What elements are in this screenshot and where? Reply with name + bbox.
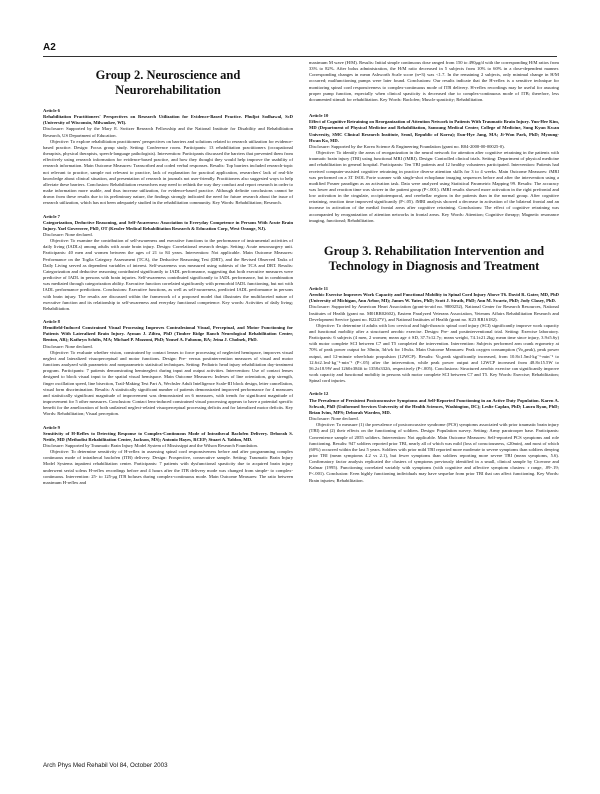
article-number: Article 7 bbox=[43, 213, 60, 219]
abstract-article-8 bbox=[43, 319, 293, 418]
article-number: Article 6 bbox=[43, 108, 60, 113]
article-title: Categorization, Deductive Reasoning, and Self-Awareness: Association to Everyday Competence in Persons With Acute Brain Injury. Yael Goverover, PhD, OT (Kessler Medical Rehabilitation Research & Education Corp, West Orange, NJ). bbox=[43, 219, 293, 231]
article-title: Aerobic Exercise Improves Work Capacity and Functional Mobility in Spinal Cord Injury Above T6. David R. Gater, MD, PhD (University of Michigan, Ann Arbor, MI); James W. Yates, PhD; Scott J. Strath, PhD; Ann M. Swartz, PhD; Jody Clasey, PhD. bbox=[309, 292, 559, 304]
article-title: The Prevalence of Persistent Postconcussive Symptoms and Self-Reported Functioning in an Active Duty Population. Karen A. Schwab, PhD (Uniformed Services University of the Health Sciences, Washington, DC); Leslie Caplan, PhD; Laura Ryan, PhD; Brian Ivins, MPS; Deborah Warden, MD. bbox=[309, 397, 559, 415]
article-disclosure: Disclosure: Supported by the Mary E. Switzer Research Fellowship and the National Institute for Disability and Rehabilitation Research, US Department of Education. bbox=[43, 126, 293, 138]
article-disclosure: Disclosure: None declared. bbox=[309, 416, 359, 422]
right-column bbox=[309, 60, 559, 484]
article-body-continued: maximum M wave (H/M). Results: Initial simple continuous dose ranged from 150 to 490μg/d with the corresponding H/M ratios from 33% to 82%. After bolus administration, the H/M ratio decreased in 5 subjects from 10% to 60% in a dose-dependent manner. Corresponding changes in mean Ashworth Scale score (n=3) was <1.7. In the remaining 2 subjects, only minimal change in H/M occurred; malfunctioning pumps were later found. Conclusions: Our results indicate that the H-reflex is a sensitive technique for monitoring spinal cord responsiveness to complex-continuous mode of ITB delivery. H-reflex recordings may be useful for assuring proper pump function, especially when clinical spasticity is decreased due to complex-continuous mode of ITB; therefore, less documented stimuli for rehabilitation. Key Words: Baclofen; Muscle spasticity; Rehabilitation. bbox=[309, 60, 559, 102]
group-3-heading-line-2: Technology in Diagnosis and Treatment bbox=[328, 258, 540, 273]
abstract-article-9-continued bbox=[309, 60, 559, 103]
article-disclosure: Disclosure: None declared. bbox=[43, 231, 93, 237]
article-number: Article 9 bbox=[43, 424, 60, 430]
header-rule bbox=[43, 56, 557, 57]
abstract-article-9 bbox=[43, 425, 293, 487]
abstract-article-7 bbox=[43, 214, 293, 313]
article-title: Rehabilitation Practitioners' Perspectives on Research Utilization for Evidence-Based Practice. Phuljot Sodhawal, ScD (University of Wisconsin, Milwaukee, WI). bbox=[43, 114, 293, 126]
group-3-heading-line-1: Group 3. Rehabilitation Intervention and bbox=[323, 243, 545, 258]
journal-footer: Arch Phys Med Rehabil Vol 84, October 2003 bbox=[43, 762, 168, 769]
article-number: Article 8 bbox=[43, 319, 60, 324]
article-disclosure: Disclosure: Supported by Traumatic Brain Injury Model System of Mississippi and the Wilson Research Foundation. bbox=[43, 442, 258, 448]
article-disclosure: Disclosure: Supported by American Heart Association (grant-in-aid no. 9800252), National Center for Research Resources, National Institutes of Health (grant no. M01RR02602), Eastern Paralyzed Veterans Association, Veterans Affairs Rehabilitation Research and Development Service (grant no. B2247V), and National Institutes of Health (grant no. K23 RR16182). bbox=[309, 304, 559, 322]
abstract-article-11 bbox=[309, 286, 559, 385]
article-number: Article 12 bbox=[309, 391, 329, 397]
article-body: Objective: To explore rehabilitation practitioners' perspectives on barriers and solutions related to research utilization for evidence-based practice. Design: Focus group study. Setting: Conference room. Participants: 13 rehabilitation practitioners (occupational therapists, physical therapists, speech-language pathologists). Intervention: Participants discussed the barriers that prevented them from effectively using research information for evidence-based practice, and how they thought they would help improve the usability of research information. Main Outcome Measures: Transcribed and coded verbal responses. Results: Top barriers included research-topic not relevant to practice, sample not relevant to practice, lack of explanation for practical application, researchers' lack of real-life knowledge about clinical situation, and presentation of research in journals not user-friendly. Practitioners also suggested ways to help alleviate these barriers. Conclusion: Rehabilitation researchers may need to rethink the way they conduct and report research in order to make information more usable, and thus increase utilization, for evidence-based practice. Although definite conclusions cannot be drawn from these results due to its preliminary nature, the findings strongly indicated the need for future research about the issue of research utilization, which has not been adequately studied in the rehabilitation community. Key Words: Rehabilitation; Research. bbox=[43, 138, 293, 206]
abstract-article-10 bbox=[309, 113, 559, 224]
article-body: Objective: To evaluate whether vision, constrained by contact lenses to force processing of neglected hemispace, improves visual neglect and lateralized visuoperceptual and motor functions. Design: Pre- versus postintervention measures of visual and motor functions analyzed with parametric and nonparametric statistical techniques. Setting: Pediatric head injury rehabilitation day-treatment program. Participants: 7 patients demonstrating hemineglect during input and output activities. Intervention: Use of contact lenses designed to block visual input to the spatial visual hemispace. Main Outcome Measures: Indexes of line orientation, grip strength, finger oscillation speed, line bisection, Trail-Making Test Part A, Wechsler Adult Intelligence Scale-III block design, letter cancellation, visual form discrimination. Results: A statistically significant number of patients demonstrated improved performance for 4 measures and statistically significant magnitude of improvement was demonstrated on 6 measures, with trends for significant magnitude of improvement for 5 other measures. Conclusion: Contact lens-induced constrained visual processing appears to have a potential specific benefit for the amelioration of both unilateral neglect-related visuoperceptual processing deficits and for lateralized motor deficits. Key Words: Rehabilitation; Visual perception. bbox=[43, 349, 293, 417]
left-column bbox=[43, 60, 293, 486]
article-title: Sensitivity of H-Reflex to Detecting Response to Complex-Continuous Mode of Intrathecal Baclofen Delivery. Deborah S. Nettle, MD (Methodist Rehabilitation Center, Jackson, MS); Antonio Hayes, RCEP; Stuart A. Yablon, MD. bbox=[43, 430, 293, 442]
article-body: Objective: To identify the areas of reorganization in the neural network for attention after cognitive retraining in the patients with traumatic brain injury (TBI) using functional MRI (fMRI). Design: Controlled clinical trials. Setting: Department of physical medicine and rehabilitation in general hospital. Participants: Ten TBI patients and 12 healthy volunteers participated. Intervention: Patients had received computer-assisted cognitive retraining in practice diverse attention skills for 3 to 4 weeks. Main Outcome Measures: fMRI was performed on a 3T ISOL Forte scanner with single-shot echoplanar imaging sequences before and after the intervention using a modified Posner paradigm as an activation task. Data were analyzed using Statistical Parametric Mapping 99. Results: The accuracy was lower and reaction time was slower in the patient group (P<.001). fMRI results showed more activation in the right prefrontal and low activation in the cingulate, occipitotemporal, and cerebellar regions in the patients than in the normal group. After cognitive retraining, reaction time improved significantly (P<.05). fMRI analysis showed a decrease in activation of the bilateral frontal and an increase in activation of the medial frontal areas after cognitive retraining. Conclusions: The effect of cognitive retraining was accompanied by reorganization of attention networks in frontal areas. Key Words: Attention; Cognitive therapy; Magnetic resonance imaging, functional; Rehabilitation. bbox=[309, 150, 559, 223]
article-disclosure: Disclosure: Supported by the Korea Science & Engineering Foundation (grant no. R04-2000-00-00025-0). bbox=[309, 143, 505, 149]
article-number: Article 10 bbox=[309, 113, 329, 119]
article-body: Objective: To determine if adults with low cervical and high-thoracic spinal cord injury (SCI) significantly improve work capacity and functional mobility after a structured aerobic exercise. Design: Pre- and postinterventional trial. Setting: Exercise laboratory. Participants: 6 subjects (4 men, 2 women; mean age ± SD, 37.7±12.7y; mean weight, 74.1±21.2kg; mean time since injury, 3.9±5.6y) with motor complete SCI between C7 and T5 completed the intervention. Intervention: Subjects performed arm crank ergometry at 70% of peak power output for 30min, 3d/wk for 10wks. Main Outcome Measures: Peak oxygen consumption (V̇o₂peak), peak power output, and 12-minute wheelchair propulsion (12WCP). Results: V̇o₂peak significantly increased, from 10.8±1.5ml·kg⁻¹·min⁻¹ to 12.6±2.1ml·kg⁻¹·min⁻¹ (P<.05) after the intervention, while peak power output and 12WCP increased from 48.8±15.5W to 56.2±18.9W and 1260±384ft to 1358±332ft, respectively (P<.005). Conclusions: Structured aerobic exercise can significantly improve work capacity and functional mobility in persons with motor complete SCI between C7 and T5. Key Words: Exercise; Rehabilitation; Spinal cord injuries. bbox=[309, 322, 559, 384]
abstract-article-6 bbox=[43, 108, 293, 207]
article-body: Objective: To determine sensitivity of H-reflex in assessing spinal cord responsiveness before and after programming complex continuous mode of intrathecal baclofen (ITB) delivery. Design: Prospective, consecutive sample. Setting: Traumatic Brain Injury Model Systems inpatient rehabilitation center. Participants: 7 patients with dysfunctional spasticity due to acquired brain injury underwent serial soleus H-reflex recordings before and 4 hours after the ITB delivery mode was changed from simple- to complex-continuous. Intervention: 25- to 125-μg ITB boluses during complex-continuous mode. Main Outcome Measures: The ratio between maximum H-reflex and bbox=[43, 449, 293, 485]
article-title: Hemifield-Induced Constrained Visual Processing Improves Contralesional Visual, Perceptual, and Motor Functioning for Patients With Lateralized Brain Injury. Ayman J. Ziltea, PhD (Timber Ridge Ranch Neurological Rehabilitation Center, Benton, AR); Kathryn Schilts, MA; Michael P. Mozzoni, PhD; Yousef A. Fahoum, BA; Jeina J. Cholnek, PhD. bbox=[43, 325, 293, 343]
page-number: A2 bbox=[43, 42, 56, 53]
article-disclosure: Disclosure: None declared. bbox=[43, 343, 93, 349]
article-body: Objective: To examine the contribution of self-awareness and executive functions to the performance of instrumental activities of daily living (IADLs) among adults with acute brain injury. Design: Correlational research design. Setting: Acute neurosurgery unit. Participants: 40 men and women between the ages of 21 to 84 years. Intervention: Not applicable. Main Outcome Measures: Performance on the Toglia Category Assessment (TCA), the Deductive Reasoning Test (DRT), and the Revised Observed Tasks of Daily Living served as dependent variables of interest. Self-awareness was measured using subtests of the TCA and DRT. Results: Categorization and deductive reasoning contributed significantly to IADL performance, suggesting that both executive measures were predictive of IADL in persons with brain injuries. Self-awareness contributed significantly to IADL performance, but in combination was mediated through categorization ability. Executive function correlated significantly with premorbid IADL functioning, but not with IADL performance predictions. Conclusions: Executive functions, as well as self-awareness, predicted IADL performance in persons with brain injury. The results are discussed within the framework of a proposed model that illustrates the multifaceted nature of executive function and its relationship to self-awareness and everyday functional competence. Key words: Activities of daily living; Rehabilitation. bbox=[43, 238, 293, 311]
group-3-heading bbox=[309, 244, 559, 274]
abstract-article-12 bbox=[309, 391, 559, 483]
group-2-heading: Group 2. Neuroscience and Neurorehabilitation bbox=[95, 68, 241, 97]
article-title: Effect of Cognitive Retraining on Reorganization of Attention Network in Patients With Traumatic Brain Injury. Yun-Hee Kim, MD (Department of Physical Medicine and Rehabilitation, Samsung Medical Center, College of Medicine, Sung Kyun Kwan University, SMC Clinical Research Institute, Seoul, Republic of Korea); Eun-Hye Jang, MA; Ji-Won Park, PhD; Myoung-Hwan Ko, MD. bbox=[309, 119, 559, 143]
article-body: Objective: To measure (1) the prevalence of postconcussive syndrome (PCS) symptoms associated with prior traumatic brain injury (TBI) and (2) their effects on the functioning of soldiers. Design: Population survey. Setting: Army paratrooper base. Participants: Convenience sample of 2055 soldiers. Intervention: Not applicable. Main Outcome Measures: Self-reported PCS symptoms and role functioning. Results: 947 soldiers reported prior TBI, nearly all of which was mild (loss of consciousness, ≤20min), and most of which (60%) occurred within the last 5 years. Soldiers with prior mild TBI reported more moderate to severe symptoms than soldiers denying prior TBI (mean symptoms 4.2 vs 2.1), but fewer symptoms than soldiers reporting more severe TBI (mean symptoms, 5.6). Confirmatory factor analysis replicated the clusters of symptoms previously identified in a small, clinical sample by Cicerone and Kalmar (1995). Functioning correlated variably with symptoms (with cognitive and affective symptom clusters: r range, .09-.19; P<.001). Conclusion: Even highly functioning individuals may have sequelae from prior TBI that can affect functioning. Key Words: Brain injuries; Rehabilitation. bbox=[309, 422, 559, 483]
article-number: Article 11 bbox=[309, 285, 329, 291]
